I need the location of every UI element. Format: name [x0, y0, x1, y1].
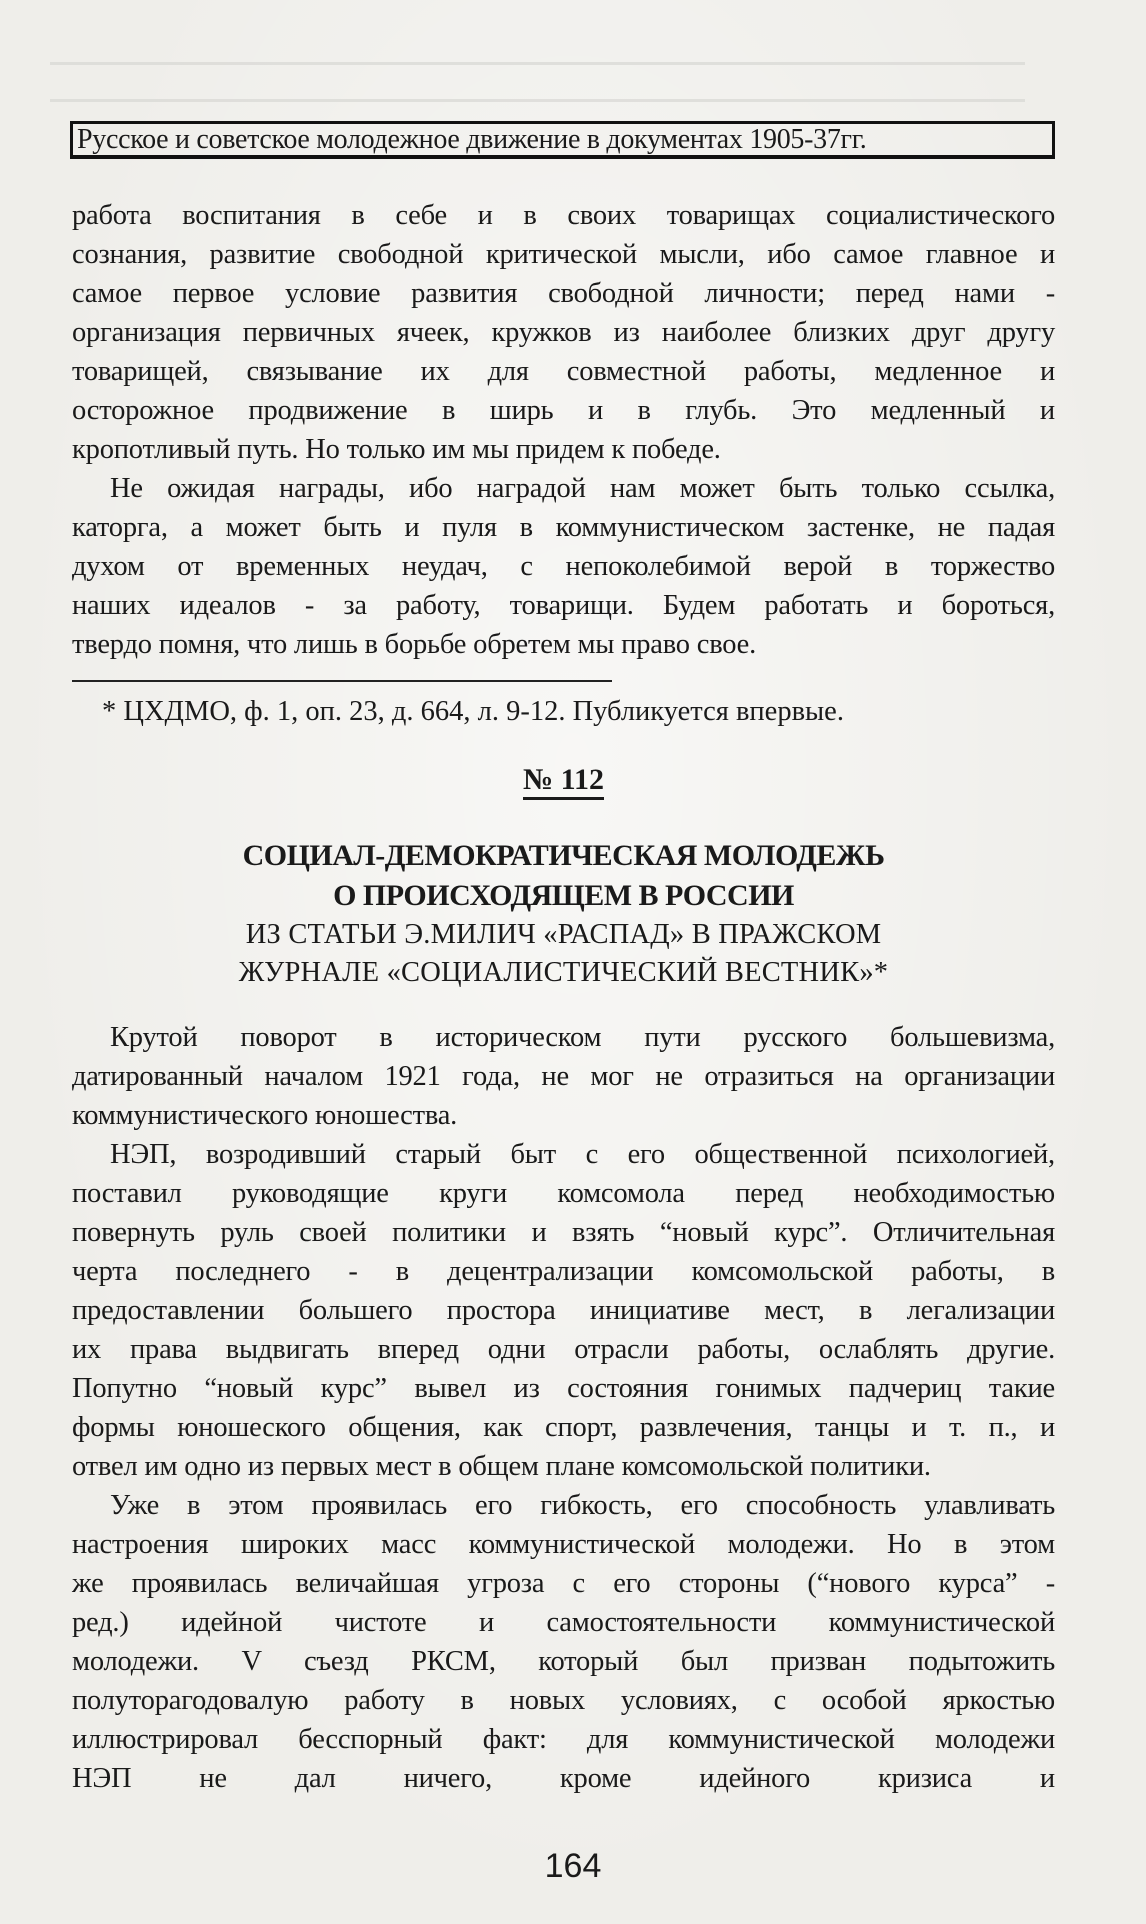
- text-line: НЭП не дал ничего, кроме идейного кризиса и: [72, 1763, 1055, 1794]
- text-line: отвел им одно из первых мест в общем плане комсомольской политики.: [72, 1451, 931, 1482]
- page-content: [72, 196, 1055, 1798]
- subtitle-line: ИЗ СТАТЬИ Э.МИЛИЧ «РАСПАД» В ПРАЖСКОМ: [245, 919, 882, 950]
- running-head: Русское и советское молодежное движение в документах 1905-37гг.: [70, 121, 1055, 159]
- bleed-through-header: [50, 62, 1025, 102]
- document-subtitle: [72, 916, 1055, 992]
- text-line: каторга, а может быть и пуля в коммунистическом застенке, не падая: [72, 512, 1055, 543]
- footnote-divider: [72, 680, 612, 682]
- text-line: иллюстрировал бесспорный факт: для коммунистической молодежи: [72, 1724, 1055, 1755]
- top-paragraphs: [72, 196, 1055, 664]
- text-line: организация первичных ячеек, кружков из наиболее близких друг другу: [72, 317, 1055, 348]
- text-line: Не ожидая награды, ибо наградой нам может быть только ссылка,: [110, 473, 1055, 504]
- text-line: Крутой поворот в историческом пути русского большевизма,: [110, 1022, 1055, 1053]
- text-line: наших идеалов - за работу, товарищи. Будем работать и бороться,: [72, 590, 1055, 621]
- page-number: 164: [544, 1847, 602, 1885]
- text-line: предоставлении большего простора инициативе мест, в легализации: [72, 1295, 1055, 1326]
- text-line: Уже в этом проявилась его гибкость, его способность улавливать: [110, 1490, 1055, 1521]
- text-line: Попутно “новый курс” вывел из состояния гонимых падчериц такие: [72, 1373, 1055, 1404]
- document-title: [72, 836, 1055, 916]
- document-number-text: № 112: [523, 763, 604, 800]
- subtitle-line: ЖУРНАЛЕ «СОЦИАЛИСТИЧЕСКИЙ ВЕСТНИК»*: [238, 957, 889, 988]
- text-line: молодежи. V съезд РКСМ, который был призван подытожить: [72, 1646, 1055, 1677]
- text-line: сознания, развитие свободной критической мысли, ибо самое главное и: [72, 239, 1055, 270]
- text-line: черта последнего - в децентрализации комсомольской работы, в: [72, 1256, 1055, 1287]
- text-line: датированный началом 1921 года, не мог не отразиться на организации: [72, 1061, 1055, 1092]
- text-line: духом от временных неудач, с непоколебимой верой в торжество: [72, 551, 1055, 582]
- text-line: повернуть руль своей политики и взять “новый курс”. Отличительная: [72, 1217, 1055, 1248]
- footnote: * ЦХДМО, ф. 1, оп. 23, д. 664, л. 9-12. Публикуется впервые.: [102, 696, 844, 727]
- bottom-paragraphs: [72, 1018, 1055, 1798]
- text-line: коммунистического юношества.: [72, 1100, 458, 1131]
- text-line: товарищей, связывание их для совместной работы, медленное и: [72, 356, 1055, 387]
- text-line: самое первое условие развития свободной личности; перед нами -: [72, 278, 1055, 309]
- text-line: ред.) идейной чистоте и самостоятельности коммунистической: [72, 1607, 1055, 1638]
- text-line: твердо помня, что лишь в борьбе обретем мы право свое.: [72, 629, 757, 660]
- title-line: О ПРОИСХОДЯЩЕМ В РОССИИ: [333, 879, 794, 912]
- title-line: СОЦИАЛ-ДЕМОКРАТИЧЕСКАЯ МОЛОДЕЖЬ: [242, 839, 885, 872]
- text-line: полуторагодовалую работу в новых условиях, с особой яркостью: [72, 1685, 1055, 1716]
- text-line: поставил руководящие круги комсомола перед необходимостью: [72, 1178, 1055, 1209]
- text-line: настроения широких масс коммунистической молодежи. Но в этом: [72, 1529, 1055, 1560]
- text-line: НЭП, возродивший старый быт с его общественной психологией,: [110, 1139, 1055, 1170]
- text-line: же проявилась величайшая угроза с его стороны (“нового курса” -: [72, 1568, 1055, 1599]
- text-line: формы юношеского общения, как спорт, развлечения, танцы и т. п., и: [72, 1412, 1055, 1443]
- document-number: [72, 760, 1055, 800]
- text-line: их права выдвигать вперед одни отрасли работы, ослаблять другие.: [72, 1334, 1055, 1365]
- text-line: работа воспитания в себе и в своих товарищах социалистического: [72, 200, 1055, 231]
- text-line: кропотливый путь. Но только им мы придем к победе.: [72, 434, 721, 465]
- text-line: осторожное продвижение в ширь и в глубь. Это медленный и: [72, 395, 1055, 426]
